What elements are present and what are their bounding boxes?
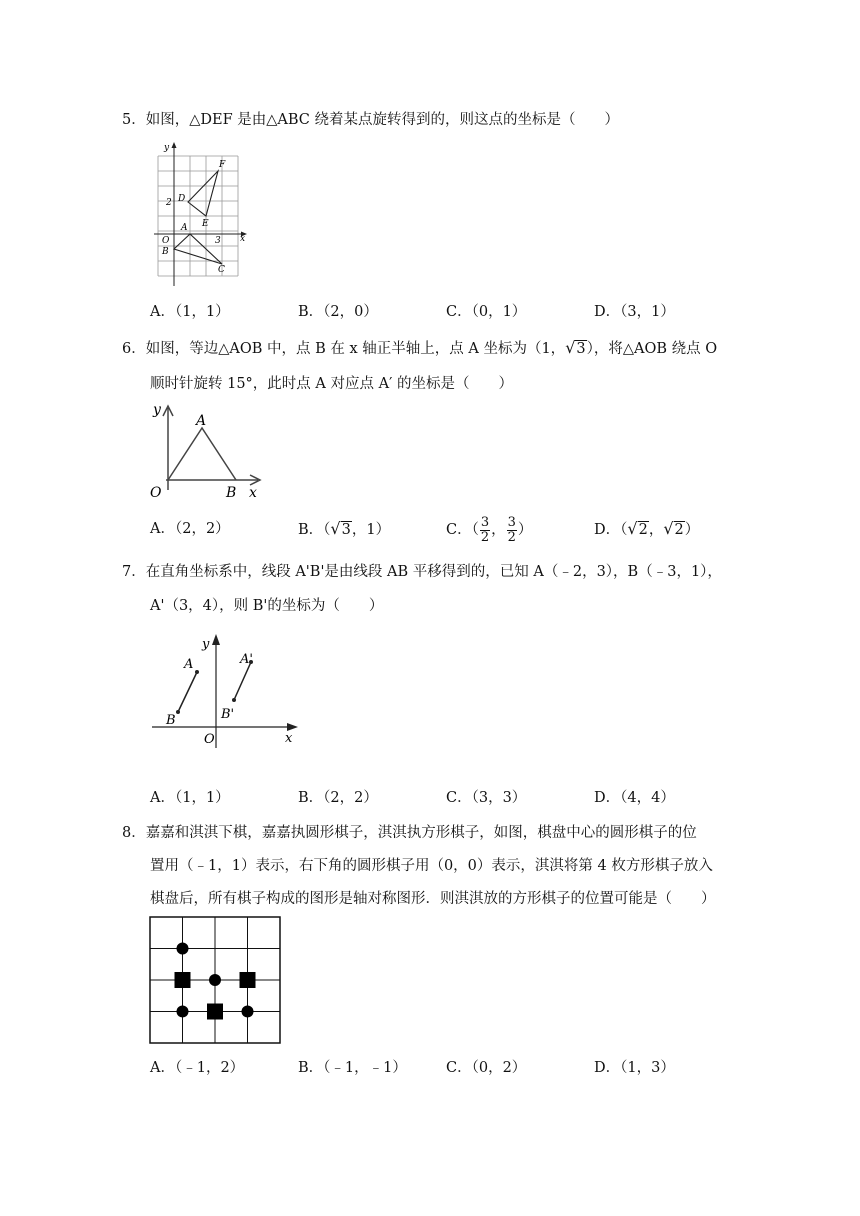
q5-option-a: A．（1，1） (150, 304, 230, 320)
q6-option-a: A．（2，2） (150, 521, 230, 537)
q5-x-label: x (240, 234, 246, 244)
q6-label-B: B (226, 485, 237, 500)
q6-stem-line1: 6．如图，等边△AOB 中，点 B 在 x 轴正半轴上，点 A 坐标为（1，√3），将△AOB 绕点 O (122, 338, 718, 357)
q7-y-label: y (202, 637, 210, 652)
q8-stem-line2: 置用（﹣1，1）表示，右下角的圆形棋子用（0，0）表示，淇淇将第 4 枚方形棋子放入 (150, 858, 713, 874)
sqrt-2: √2 (627, 519, 648, 538)
q5-tick-3: 3 (215, 236, 221, 246)
q6-stem-line2: 顺时针旋转 15°，此时点 A 对应点 A′ 的坐标是（ ） (150, 376, 513, 392)
q6-option-b: B．（√3，1） (298, 519, 391, 538)
q5-option-b: B．（2，0） (298, 304, 378, 320)
q7-option-c: C．（3，3） (446, 790, 527, 806)
round-piece (177, 1006, 189, 1018)
square-piece (175, 972, 191, 988)
q5-stem: 5．如图，△DEF 是由△ABC 绕着某点旋转得到的，则这点的坐标是（ ） (122, 112, 620, 128)
q8-option-c: C．（0，2） (446, 1060, 527, 1076)
round-piece (177, 943, 189, 955)
q7-label-A: A (184, 657, 194, 672)
square-piece (240, 972, 256, 988)
q7-stem-line1: 7．在直角坐标系中，线段 A'B'是由线段 AB 平移得到的，已知 A（﹣2，3），B（﹣3，1）， (122, 564, 722, 580)
q5-figure (152, 138, 252, 290)
q5-label-E: E (202, 219, 209, 229)
q7-label-B: B (166, 713, 176, 728)
q5-label-F: F (219, 160, 226, 170)
q5-option-c: C．（0，1） (446, 304, 527, 320)
q6-y-label: y (153, 402, 161, 418)
square-piece (207, 1004, 223, 1020)
q8-option-d: D．（1，3） (594, 1060, 675, 1076)
sqrt-2: √2 (663, 519, 684, 538)
sqrt-3: √3 (330, 519, 351, 538)
q7-x-label: x (285, 731, 293, 746)
q6-label-O: O (150, 485, 162, 500)
q5-label-B: B (162, 247, 169, 257)
q7-option-d: D．（4，4） (594, 790, 675, 806)
q7-label-A-prime: A' (240, 652, 253, 667)
q8-option-b: B．（﹣1，﹣1） (298, 1060, 407, 1076)
round-piece (209, 974, 221, 986)
q6-figure (148, 398, 268, 500)
q7-label-O: O (204, 732, 215, 747)
q8-option-a: A．（﹣1，2） (150, 1060, 245, 1076)
q5-option-d: D．（3，1） (594, 304, 675, 320)
round-piece (242, 1006, 254, 1018)
q6-label-A: A (196, 413, 207, 429)
q8-stem-line3: 棋盘后，所有棋子构成的图形是轴对称图形．则淇淇放的方形棋子的位置可能是（ ） (150, 891, 716, 907)
fraction-3-2: $\frac{3}{2}$ (480, 514, 490, 545)
q7-figure (150, 630, 300, 750)
q6-option-d: D．（√2，√2） (594, 519, 700, 538)
fraction-3-2: $\frac{3}{2}$ (507, 514, 516, 545)
q5-label-D: D (178, 194, 186, 204)
q7-stem-line2: A'（3，4），则 B'的坐标为（ ） (150, 598, 384, 614)
q6-x-label: x (249, 485, 257, 500)
q7-label-B-prime: B' (221, 707, 235, 722)
q8-chessboard (149, 916, 283, 1046)
q5-label-C: C (218, 265, 225, 275)
q6-option-c: C．（ $\frac{3}{2}$ ， $\frac{3}{2}$ ） (446, 514, 533, 545)
q5-label-A: A (181, 223, 188, 233)
q5-tick-2: 2 (166, 198, 172, 208)
q7-option-b: B．（2，2） (298, 790, 378, 806)
q7-option-a: A．（1，1） (150, 790, 230, 806)
q5-label-O: O (162, 236, 170, 246)
q8-stem-line1: 8．嘉嘉和淇淇下棋，嘉嘉执圆形棋子，淇淇执方形棋子，如图，棋盘中心的圆形棋子的位 (122, 825, 697, 841)
sqrt-3: √3 (565, 338, 586, 357)
q5-y-label: y (164, 143, 170, 153)
